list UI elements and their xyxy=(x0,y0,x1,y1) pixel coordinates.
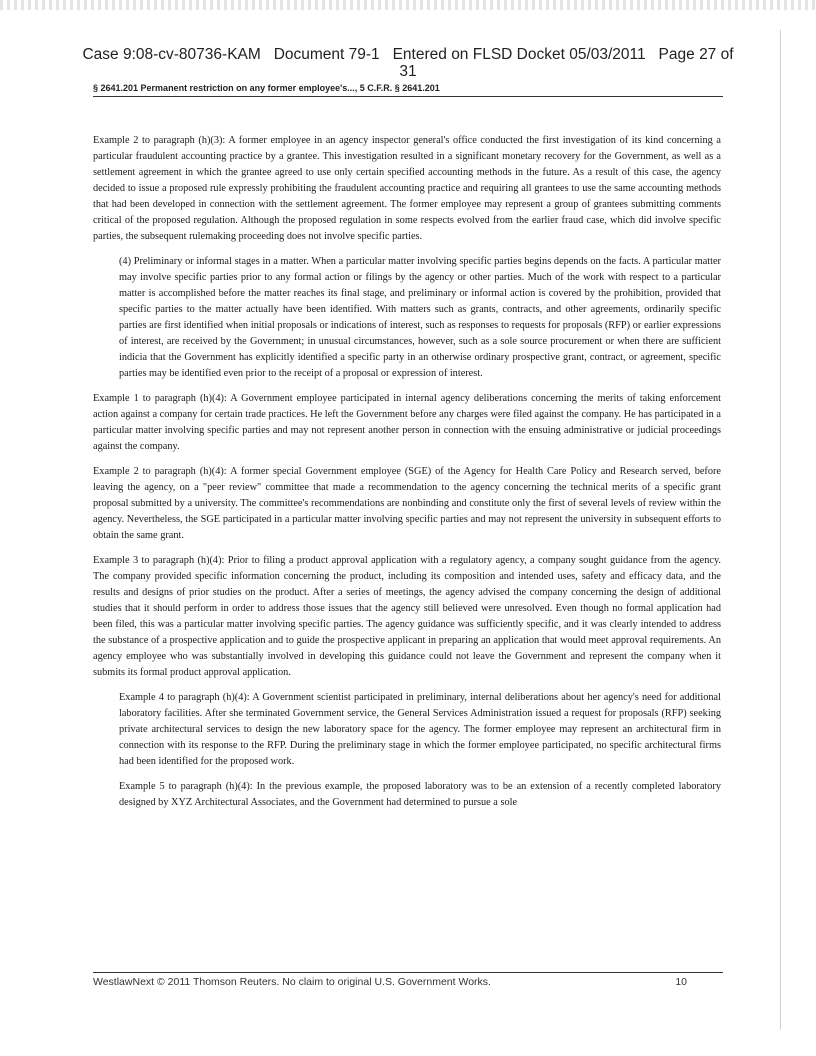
running-head: § 2641.201 Permanent restriction on any former employee's..., 5 C.F.R. § 2641.201 xyxy=(93,83,723,97)
paragraph-h4-preliminary-stages: (4) Preliminary or informal stages in a matter. When a particular matter involving specific parties begins depends on the facts. A particular matter may involve specific parties prior to any formal action or filings by the agency or other parties. Much of the work with respect to a particular matter is accomplished before the matter reaches its final stage, and preliminary or informal action is covered by the prohibition, provided that specific parties to the matter actually have been identified. With matters such as grants, contracts, and other agreements, ordinarily specific parties are first identified when initial proposals or indications of interest, such as responses to requests for proposals (RFP) or earlier expressions of interest, are received by the Government; in unusual circumstances, however, such as a sole source procurement or when there are sufficient indicia that the Government has explicitly identified a specific party in an otherwise ordinary prospective grant, contract, or agreement, specific parties may be identified even prior to the receipt of a proposal or expression of interest. xyxy=(119,256,721,379)
paragraph-example-2-h3: Example 2 to paragraph (h)(3): A former employee in an agency inspector general's office conducted the first investigation of its kind concerning a particular fraudulent accounting practice by a grantee. This investigation resulted in a significant monetary recovery for the Government, as well as a settlement agreement in which the grantee agreed to use only certain specified accounting methods in the future. As a result of this case, the agency decided to issue a proposed rule expressly prohibiting the fraudulent accounting practice and requiring all grantees to use the same accounting methods that had been developed in connection with the settlement agreement. The former employee may represent a group of grantees submitting comments critical of the proposed regulation. Although the proposed regulation in some respects evolved from the earlier fraud case, which did involve specific parties, the subsequent rulemaking proceeding does not involve specific parties. xyxy=(93,135,721,242)
footer-copyright: WestlawNext © 2011 Thomson Reuters. No claim to original U.S. Government Works. xyxy=(93,976,491,988)
paragraph-example-2-h4: Example 2 to paragraph (h)(4): A former special Government employee (SGE) of the Agency for Health Care Policy and Research served, before leaving the agency, on a "peer review" committee that made a recommendation to the agency concerning the technical merits of a specific grant proposal submitted by a university. The committee's recommendations are nonbinding and constitute only the first of several levels of review within the agency. Nevertheless, the SGE participated in a particular matter involving specific parties and may not represent the university in subsequent efforts to obtain the same grant. xyxy=(93,466,721,541)
docket-header xyxy=(60,46,756,80)
footer-page-number: 10 xyxy=(675,976,687,988)
paragraph-example-4-h4: Example 4 to paragraph (h)(4): A Government scientist participated in preliminary, internal deliberations about her agency's need for additional laboratory facilities. After she terminated Government service, the General Services Administration issued a request for proposals (RFP) seeking private architectural services to design the new laboratory space for the agency. The former employee may represent an architectural firm in connection with its response to the RFP. During the preliminary stage in which the former employee participated, no specific architectural firms had been identified for the proposed work. xyxy=(119,692,721,767)
document-body xyxy=(93,133,721,820)
page-footer xyxy=(93,972,723,988)
scan-edge-right xyxy=(780,30,781,1030)
paragraph-example-5-h4: Example 5 to paragraph (h)(4): In the previous example, the proposed laboratory was to be an extension of a recently completed laboratory designed by XYZ Architectural Associates, and the Government had determined to pursue a sole xyxy=(119,781,721,808)
paragraph-example-1-h4: Example 1 to paragraph (h)(4): A Government employee participated in internal agency deliberations concerning the merits of taking enforcement action against a company for certain trade practices. He left the Government before any charges were filed against the company. He has participated in a particular matter involving specific parties and may not represent another person in connection with the ensuing administrative or judicial proceedings against the company. xyxy=(93,393,721,452)
docket-line-2: 31 xyxy=(399,63,417,80)
scan-edge-top xyxy=(0,0,816,10)
docket-line-1: Case 9:08-cv-80736-KAM Document 79-1 Entered on FLSD Docket 05/03/2011 Page 27 of xyxy=(82,46,734,63)
paragraph-example-3-h4: Example 3 to paragraph (h)(4): Prior to filing a product approval application with a regulatory agency, a company sought guidance from the agency. The company provided specific information concerning the product, including its composition and intended uses, safety and efficacy data, and the results and designs of prior studies on the product. After a series of meetings, the agency advised the company concerning the design of additional studies that it should perform in order to address those issues that the agency still believed were unresolved. Even though no formal application had been filed, this was a particular matter involving specific parties. The agency guidance was sufficiently specific, and it was clearly intended to address the substance of a prospective application and to guide the prospective applicant in preparing an application that would meet approval requirements. An agency employee who was substantially involved in developing this guidance could not leave the Government and represent the company when it submits its formal product approval application. xyxy=(93,555,721,678)
